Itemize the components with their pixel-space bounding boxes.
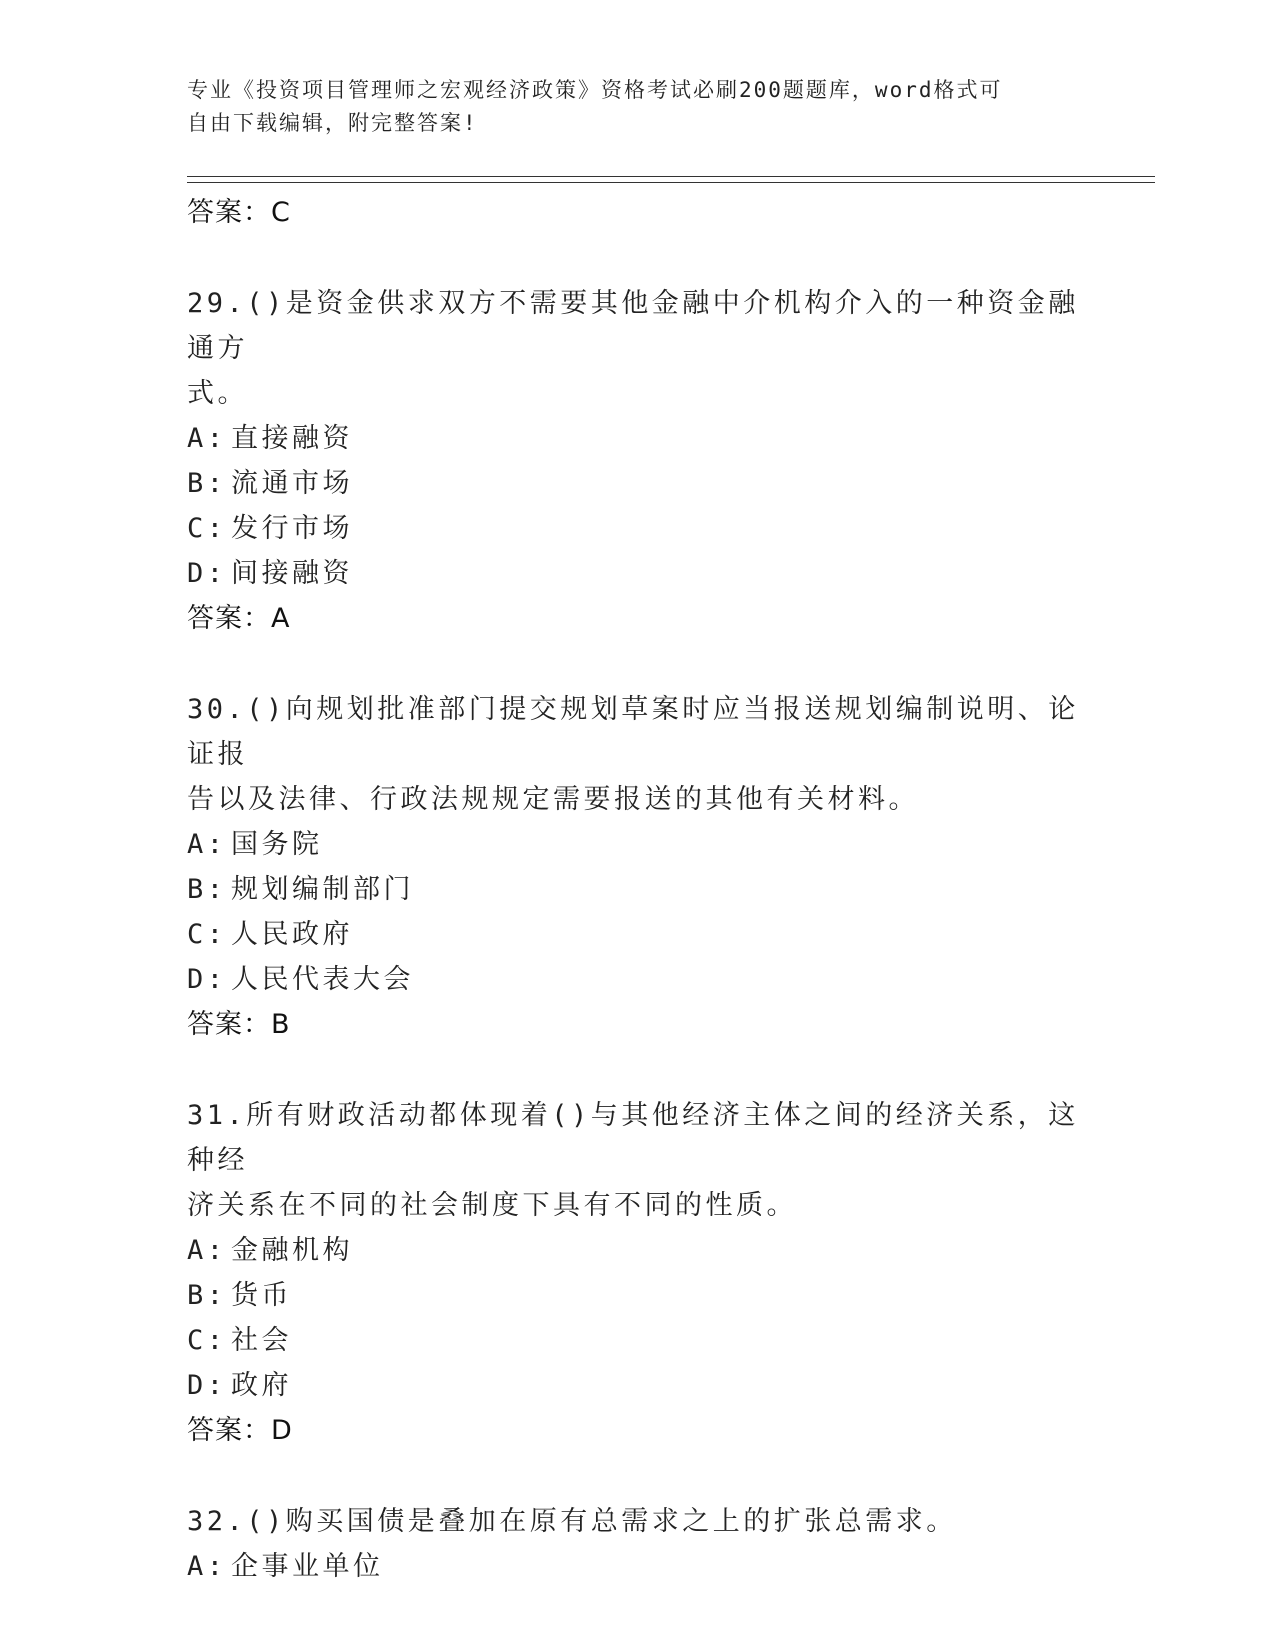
- option-d: [187, 551, 1087, 596]
- question-stem: [187, 687, 1087, 822]
- option-text: 货币: [231, 1280, 292, 1311]
- option-letter: C:: [187, 513, 227, 544]
- option-text: 规划编制部门: [231, 874, 414, 905]
- question-stem-line-2: 济关系在不同的社会制度下具有不同的性质。: [187, 1190, 797, 1221]
- option-text: 间接融资: [231, 558, 353, 589]
- option-letter: A:: [187, 1235, 227, 1266]
- option-letter: D:: [187, 1370, 227, 1401]
- question-31: [187, 1093, 1087, 1454]
- question-30: [187, 687, 1087, 1048]
- answer-label: 答案：D: [187, 1415, 293, 1446]
- question-stem: [187, 281, 1087, 416]
- option-b: [187, 1273, 1087, 1318]
- option-letter: B:: [187, 1280, 227, 1311]
- question-stem-line-2: 式。: [187, 378, 248, 409]
- question-stem-line-1: 29.()是资金供求双方不需要其他金融中介机构介入的一种资金融通方: [187, 288, 1079, 364]
- option-text: 人民政府: [231, 919, 353, 950]
- option-a: [187, 1544, 1087, 1589]
- option-b: [187, 867, 1087, 912]
- document-header: [187, 74, 1087, 140]
- question-stem: [187, 1499, 1087, 1544]
- header-rule-top: [187, 176, 1155, 177]
- answer-label: 答案：C: [187, 197, 291, 228]
- option-text: 金融机构: [231, 1235, 353, 1266]
- option-b: [187, 461, 1087, 506]
- option-text: 流通市场: [231, 468, 353, 499]
- answer-label: 答案：B: [187, 1009, 291, 1040]
- option-letter: D:: [187, 558, 227, 589]
- option-text: 企事业单位: [231, 1551, 384, 1582]
- question-stem-line-1: 32.()购买国债是叠加在原有总需求之上的扩张总需求。: [187, 1506, 957, 1537]
- option-c: [187, 1318, 1087, 1363]
- option-letter: B:: [187, 468, 227, 499]
- option-c: [187, 506, 1087, 551]
- option-text: 发行市场: [231, 513, 353, 544]
- question-stem-line-1: 31.所有财政活动都体现着()与其他经济主体之间的经济关系，这种经: [187, 1100, 1079, 1176]
- question-stem: [187, 1093, 1087, 1228]
- question-29: [187, 281, 1087, 642]
- header-rule-bottom: [187, 182, 1155, 183]
- question-stem-line-1: 30.()向规划批准部门提交规划草案时应当报送规划编制说明、论证报: [187, 694, 1079, 770]
- question-32: [187, 1499, 1087, 1589]
- option-letter: D:: [187, 964, 227, 995]
- option-d: [187, 1363, 1087, 1408]
- option-c: [187, 912, 1087, 957]
- question-stem-line-2: 告以及法律、行政法规规定需要报送的其他有关材料。: [187, 784, 919, 815]
- option-text: 社会: [231, 1325, 292, 1356]
- option-letter: C:: [187, 919, 227, 950]
- option-letter: A:: [187, 1551, 227, 1582]
- option-letter: B:: [187, 874, 227, 905]
- option-letter: A:: [187, 829, 227, 860]
- option-text: 政府: [231, 1370, 292, 1401]
- option-letter: C:: [187, 1325, 227, 1356]
- option-text: 直接融资: [231, 423, 353, 454]
- answer-label: 答案：A: [187, 603, 291, 634]
- option-text: 国务院: [231, 829, 323, 860]
- option-a: [187, 822, 1087, 867]
- header-line-2: 自由下载编辑，附完整答案!: [187, 111, 478, 135]
- option-letter: A:: [187, 423, 227, 454]
- option-text: 人民代表大会: [231, 964, 414, 995]
- option-d: [187, 957, 1087, 1002]
- option-a: [187, 416, 1087, 461]
- option-a: [187, 1228, 1087, 1273]
- header-line-1: 专业《投资项目管理师之宏观经济政策》资格考试必刷200题题库，word格式可: [187, 78, 1003, 102]
- question-list: [187, 190, 1087, 1589]
